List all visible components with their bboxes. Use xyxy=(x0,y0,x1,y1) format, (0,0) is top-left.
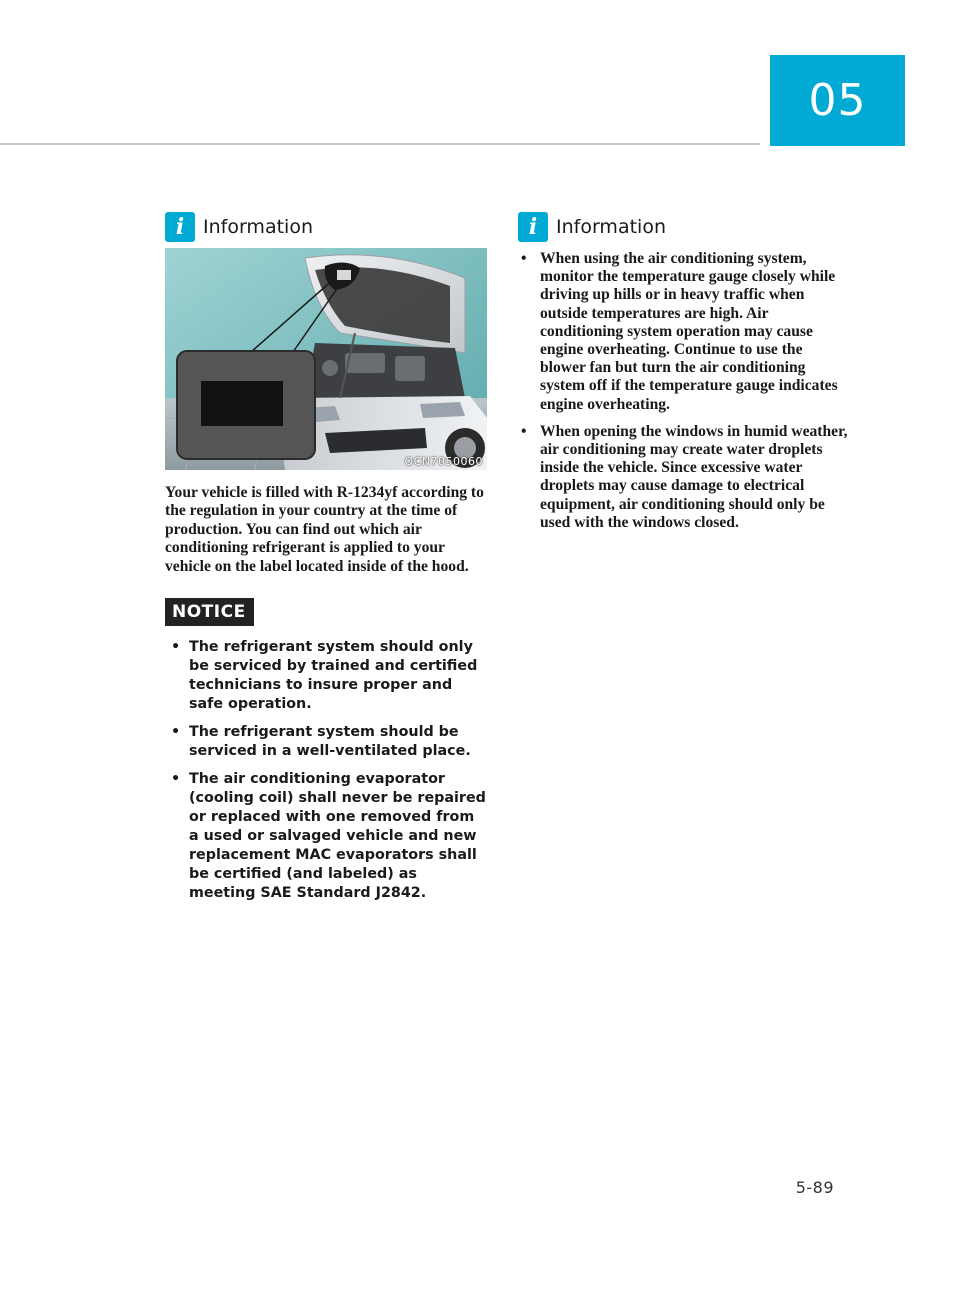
bullet-icon: • xyxy=(171,771,181,788)
left-column xyxy=(165,210,487,912)
page-number: 5-89 xyxy=(795,1178,834,1197)
information-title: Information xyxy=(203,216,313,238)
notice-badge: NOTICE xyxy=(165,598,254,626)
refrigerant-paragraph: Your vehicle is filled with R-1234yf according to the regulation in your country at the time of production. You can find out which air conditioning refrigerant is applied to your vehicle on the label located inside of the hood. xyxy=(165,484,484,575)
bullet-icon: • xyxy=(521,422,527,440)
figure-code: OCN7050060 xyxy=(404,455,483,468)
right-column xyxy=(518,210,848,541)
notice-item xyxy=(165,638,487,714)
info-icon: i xyxy=(518,212,548,242)
hood-label-figure xyxy=(165,248,487,470)
information-list xyxy=(518,250,848,532)
notice-item-text: The refrigerant system should only be serviced by trained and certified technicians to insure proper and safe operation. xyxy=(189,639,478,713)
information-item xyxy=(518,250,848,414)
information-item-text: When opening the windows in humid weather, air conditioning may create water droplets inside the vehicle. Since excessive water droplets may cause damage to electrical equipment, air conditioning should only be used with the windows closed. xyxy=(540,422,848,531)
information-heading xyxy=(165,210,487,244)
hood-label-illustration xyxy=(165,248,487,470)
bullet-icon: • xyxy=(171,639,181,656)
information-title: Information xyxy=(556,216,666,238)
bullet-icon: • xyxy=(521,250,527,267)
information-item-text: When using the air conditioning system, monitor the temperature gauge closely while driving up hills or in heavy traffic when outside temperatures are high. Air conditioning system operation may cause engine overheating. Continue to use the blower fan but turn the air conditioning system off if the temperature gauge indicates engine overheating. xyxy=(540,250,838,413)
header-rule xyxy=(0,143,760,145)
bullet-icon: • xyxy=(171,724,181,741)
notice-item xyxy=(165,770,487,903)
notice-list xyxy=(165,638,487,903)
info-icon: i xyxy=(165,212,195,242)
chapter-tab xyxy=(770,55,905,146)
chapter-number: 05 xyxy=(808,75,867,126)
notice-item-text: The refrigerant system should be serviced in a well-ventilated place. xyxy=(189,724,471,760)
notice-item xyxy=(165,723,487,761)
information-heading xyxy=(518,210,848,244)
information-item xyxy=(518,423,848,532)
notice-item-text: The air conditioning evaporator (cooling coil) shall never be repaired or replaced with one removed from a used or salvaged vehicle and new replacement MAC evaporators shall be certified (and labeled) as meeting SAE Standard J2842. xyxy=(189,771,486,902)
